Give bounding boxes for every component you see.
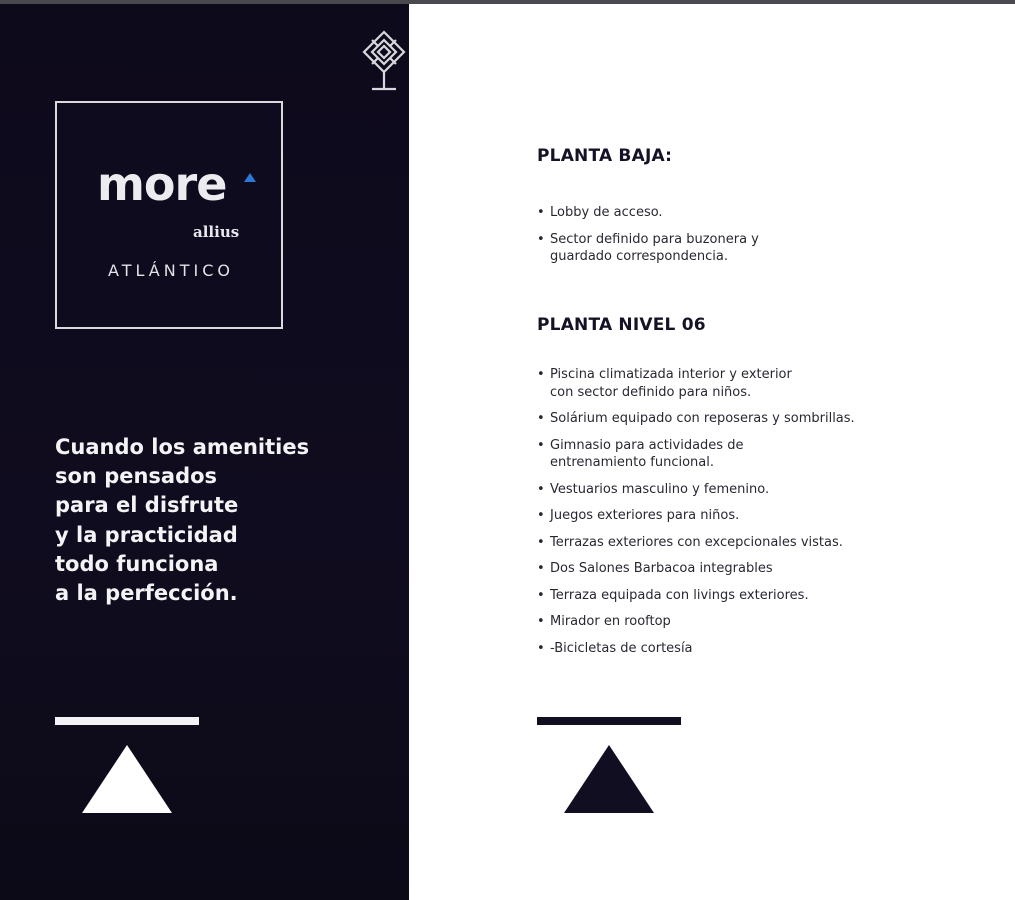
list-item — [537, 437, 997, 472]
list-item-text: • Gimnasio para actividades de — [550, 437, 744, 453]
list-item-text: • -Bicicletas de cortesía — [550, 640, 693, 656]
list-item — [537, 560, 997, 578]
list-item — [537, 587, 997, 605]
list-item-text: • Juegos exteriores para niños. — [550, 508, 740, 523]
section-title-planta-nivel-06: PLANTA NIVEL 06 — [537, 315, 706, 335]
amenities-list-planta-baja — [537, 204, 997, 275]
list-item-text: • Dos Salones Barbacoa integrables — [550, 561, 773, 576]
triangle-up-icon — [564, 745, 654, 813]
tagline — [55, 433, 385, 608]
tagline-line: todo funciona — [55, 551, 219, 576]
list-item — [537, 507, 997, 525]
list-item — [537, 534, 997, 552]
list-item-text: • Piscina climatizada interior y exterior — [550, 367, 792, 382]
list-item-text: • Terraza equipada con livings exteriores. — [550, 587, 809, 603]
tagline-line: Cuando los amenities — [55, 435, 310, 459]
tagline-line: son pensados — [55, 464, 218, 489]
list-item-text: • Solárium equipado con reposeras y sombrillas. — [550, 411, 855, 426]
brand-project: ATLÁNTICO — [108, 261, 234, 280]
list-item — [537, 640, 997, 658]
left-divider-bar — [55, 717, 199, 725]
list-item — [537, 204, 997, 222]
list-item-text: • Mirador en rooftop — [550, 614, 671, 629]
triangle-up-icon — [82, 745, 172, 813]
brand-name: more — [97, 157, 227, 211]
list-item — [537, 481, 997, 499]
section-title-planta-baja: PLANTA BAJA: — [537, 146, 673, 166]
list-item-text: con sector definido para niños. — [550, 384, 752, 400]
list-item-text: • Vestuarios masculino y femenino. — [550, 481, 770, 497]
brand-logo — [55, 101, 283, 329]
amenities-list-nivel-06 — [537, 366, 997, 666]
list-item-text: guardado correspondencia. — [550, 249, 728, 264]
right-divider-bar — [537, 717, 681, 725]
list-item-text: • Terrazas exteriores con excepcionales vistas. — [550, 534, 843, 550]
tagline-line: y la practicidad — [55, 522, 238, 547]
brand-accent-triangle-icon — [244, 173, 256, 182]
diamond-tree-emblem-icon — [356, 28, 412, 92]
list-item — [537, 613, 997, 631]
list-item — [537, 410, 997, 428]
tagline-line: a la perfección. — [55, 581, 238, 606]
list-item-text: entrenamiento funcional. — [550, 455, 715, 470]
tagline-line: para el disfrute — [55, 493, 239, 518]
list-item-text: • Lobby de acceso. — [550, 205, 663, 220]
brand-company: allius — [193, 223, 240, 241]
list-item-text: • Sector definido para buzonera y — [550, 231, 759, 247]
list-item — [537, 366, 997, 401]
list-item — [537, 231, 997, 266]
